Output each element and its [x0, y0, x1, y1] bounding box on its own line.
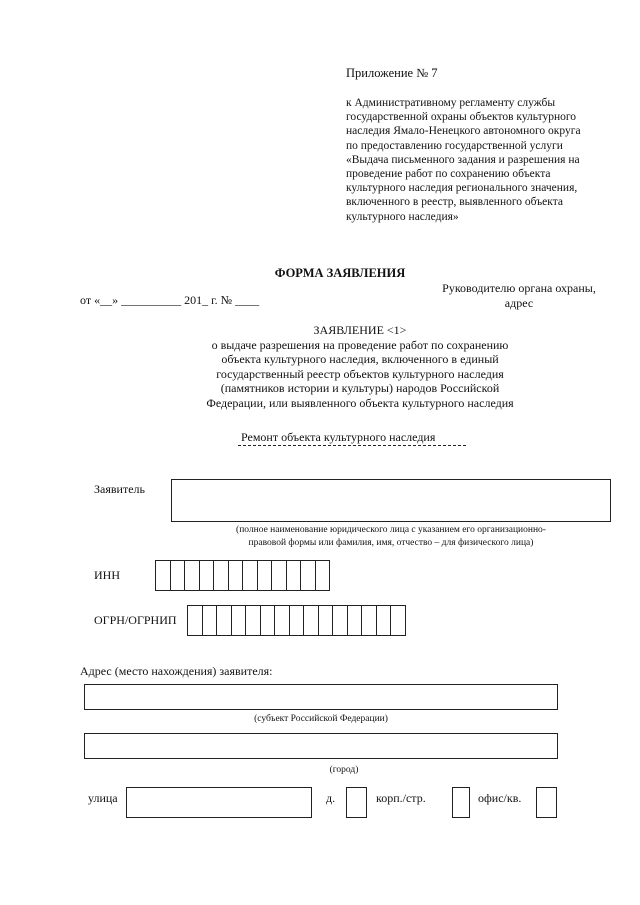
ogrn-digit-cell[interactable] [361, 605, 377, 636]
ogrn-digit-cell[interactable] [245, 605, 261, 636]
city-hint: (город) [329, 765, 359, 775]
street-label: улица [88, 791, 118, 805]
applicant-hint-line: (полное наименование юридического лица с указанием его организационно- [236, 525, 546, 535]
region-field[interactable] [84, 684, 558, 710]
office-field[interactable] [536, 787, 557, 818]
inn-digit-cell[interactable] [286, 560, 302, 591]
city-field[interactable] [84, 733, 558, 759]
appendix-line: государственной охраны объектов культурного [346, 111, 577, 124]
appendix-line: культурного наследия регионального значения, [346, 182, 578, 195]
street-field[interactable] [126, 787, 312, 818]
ogrn-digit-cell[interactable] [376, 605, 392, 636]
ogrn-digit-cell[interactable] [274, 605, 290, 636]
inn-label: ИНН [94, 568, 120, 582]
recipient-block [434, 281, 604, 311]
ogrn-digit-cell[interactable] [390, 605, 406, 636]
ogrn-digit-cell[interactable] [289, 605, 305, 636]
appendix-line: проведение работ по сохранению объекта [346, 168, 551, 181]
appendix-title: Приложение № 7 [346, 66, 438, 80]
statement-line: государственный реестр объектов культурного наследия [216, 366, 504, 381]
appendix-line: по предоставлению государственной услуги [346, 139, 563, 152]
inn-digit-cell[interactable] [300, 560, 316, 591]
ogrn-digit-cell[interactable] [260, 605, 276, 636]
ogrn-digit-cell[interactable] [187, 605, 203, 636]
building-field[interactable] [452, 787, 470, 818]
inn-digit-cell[interactable] [155, 560, 171, 591]
statement-block [120, 323, 600, 410]
inn-digit-cell[interactable] [213, 560, 229, 591]
inn-digit-cell[interactable] [271, 560, 287, 591]
statement-title: ЗАЯВЛЕНИЕ <1> [313, 323, 407, 337]
inn-digit-cell[interactable] [184, 560, 200, 591]
form-title: ФОРМА ЗАЯВЛЕНИЯ [274, 266, 406, 280]
appendix-line: наследия Ямало-Ненецкого автономного округа [346, 125, 581, 138]
ogrn-digit-cell[interactable] [202, 605, 218, 636]
inn-digit-cell[interactable] [199, 560, 215, 591]
applicant-hint-line: правовой формы или фамилия, имя, отчество – для физического лица) [248, 538, 534, 548]
inn-cells[interactable] [155, 560, 329, 591]
ogrn-cells[interactable] [187, 605, 405, 636]
statement-line: Федерации, или выявленного объекта культурного наследия [206, 395, 514, 410]
ogrn-label: ОГРН/ОГРНИП [94, 613, 177, 627]
inn-digit-cell[interactable] [315, 560, 331, 591]
appendix-line: к Административному регламенту службы [346, 97, 556, 109]
statement-line: объекта культурного наследия, включенного в единый [221, 352, 499, 366]
ogrn-digit-cell[interactable] [332, 605, 348, 636]
ogrn-digit-cell[interactable] [347, 605, 363, 636]
ogrn-digit-cell[interactable] [231, 605, 247, 636]
recipient-address: адрес [504, 296, 534, 310]
inn-digit-cell[interactable] [170, 560, 186, 591]
building-label: корп./стр. [376, 791, 426, 805]
applicant-field[interactable] [171, 479, 611, 522]
house-field[interactable] [346, 787, 367, 818]
recipient-line: Руководителю органа охраны, [442, 281, 596, 295]
inn-digit-cell[interactable] [257, 560, 273, 591]
office-label: офис/кв. [478, 791, 522, 805]
ogrn-digit-cell[interactable] [318, 605, 334, 636]
work-type: Ремонт объекта культурного наследия [241, 430, 436, 444]
date-number-line[interactable]: от «__» __________ 201_ г. № ____ [80, 293, 260, 307]
address-label: Адрес (место нахождения) заявителя: [80, 664, 273, 678]
inn-digit-cell[interactable] [242, 560, 258, 591]
region-hint: (субъект Российской Федерации) [254, 714, 388, 724]
work-type-underline [238, 445, 466, 446]
appendix-line: включенного в реестр, выявленного объекта [346, 196, 563, 209]
appendix-line: культурного наследия» [346, 210, 459, 223]
ogrn-digit-cell[interactable] [303, 605, 319, 636]
ogrn-digit-cell[interactable] [216, 605, 232, 636]
statement-line: о выдаче разрешения на проведение работ по сохранению [211, 337, 509, 352]
appendix-line: «Выдача письменного задания и разрешения на [346, 153, 580, 166]
house-label: д. [326, 791, 336, 805]
applicant-label: Заявитель [94, 482, 145, 496]
inn-digit-cell[interactable] [228, 560, 244, 591]
statement-line: (памятников истории и культуры) народов Российской [220, 381, 500, 395]
applicant-hint [171, 524, 611, 550]
appendix-description [346, 96, 631, 224]
